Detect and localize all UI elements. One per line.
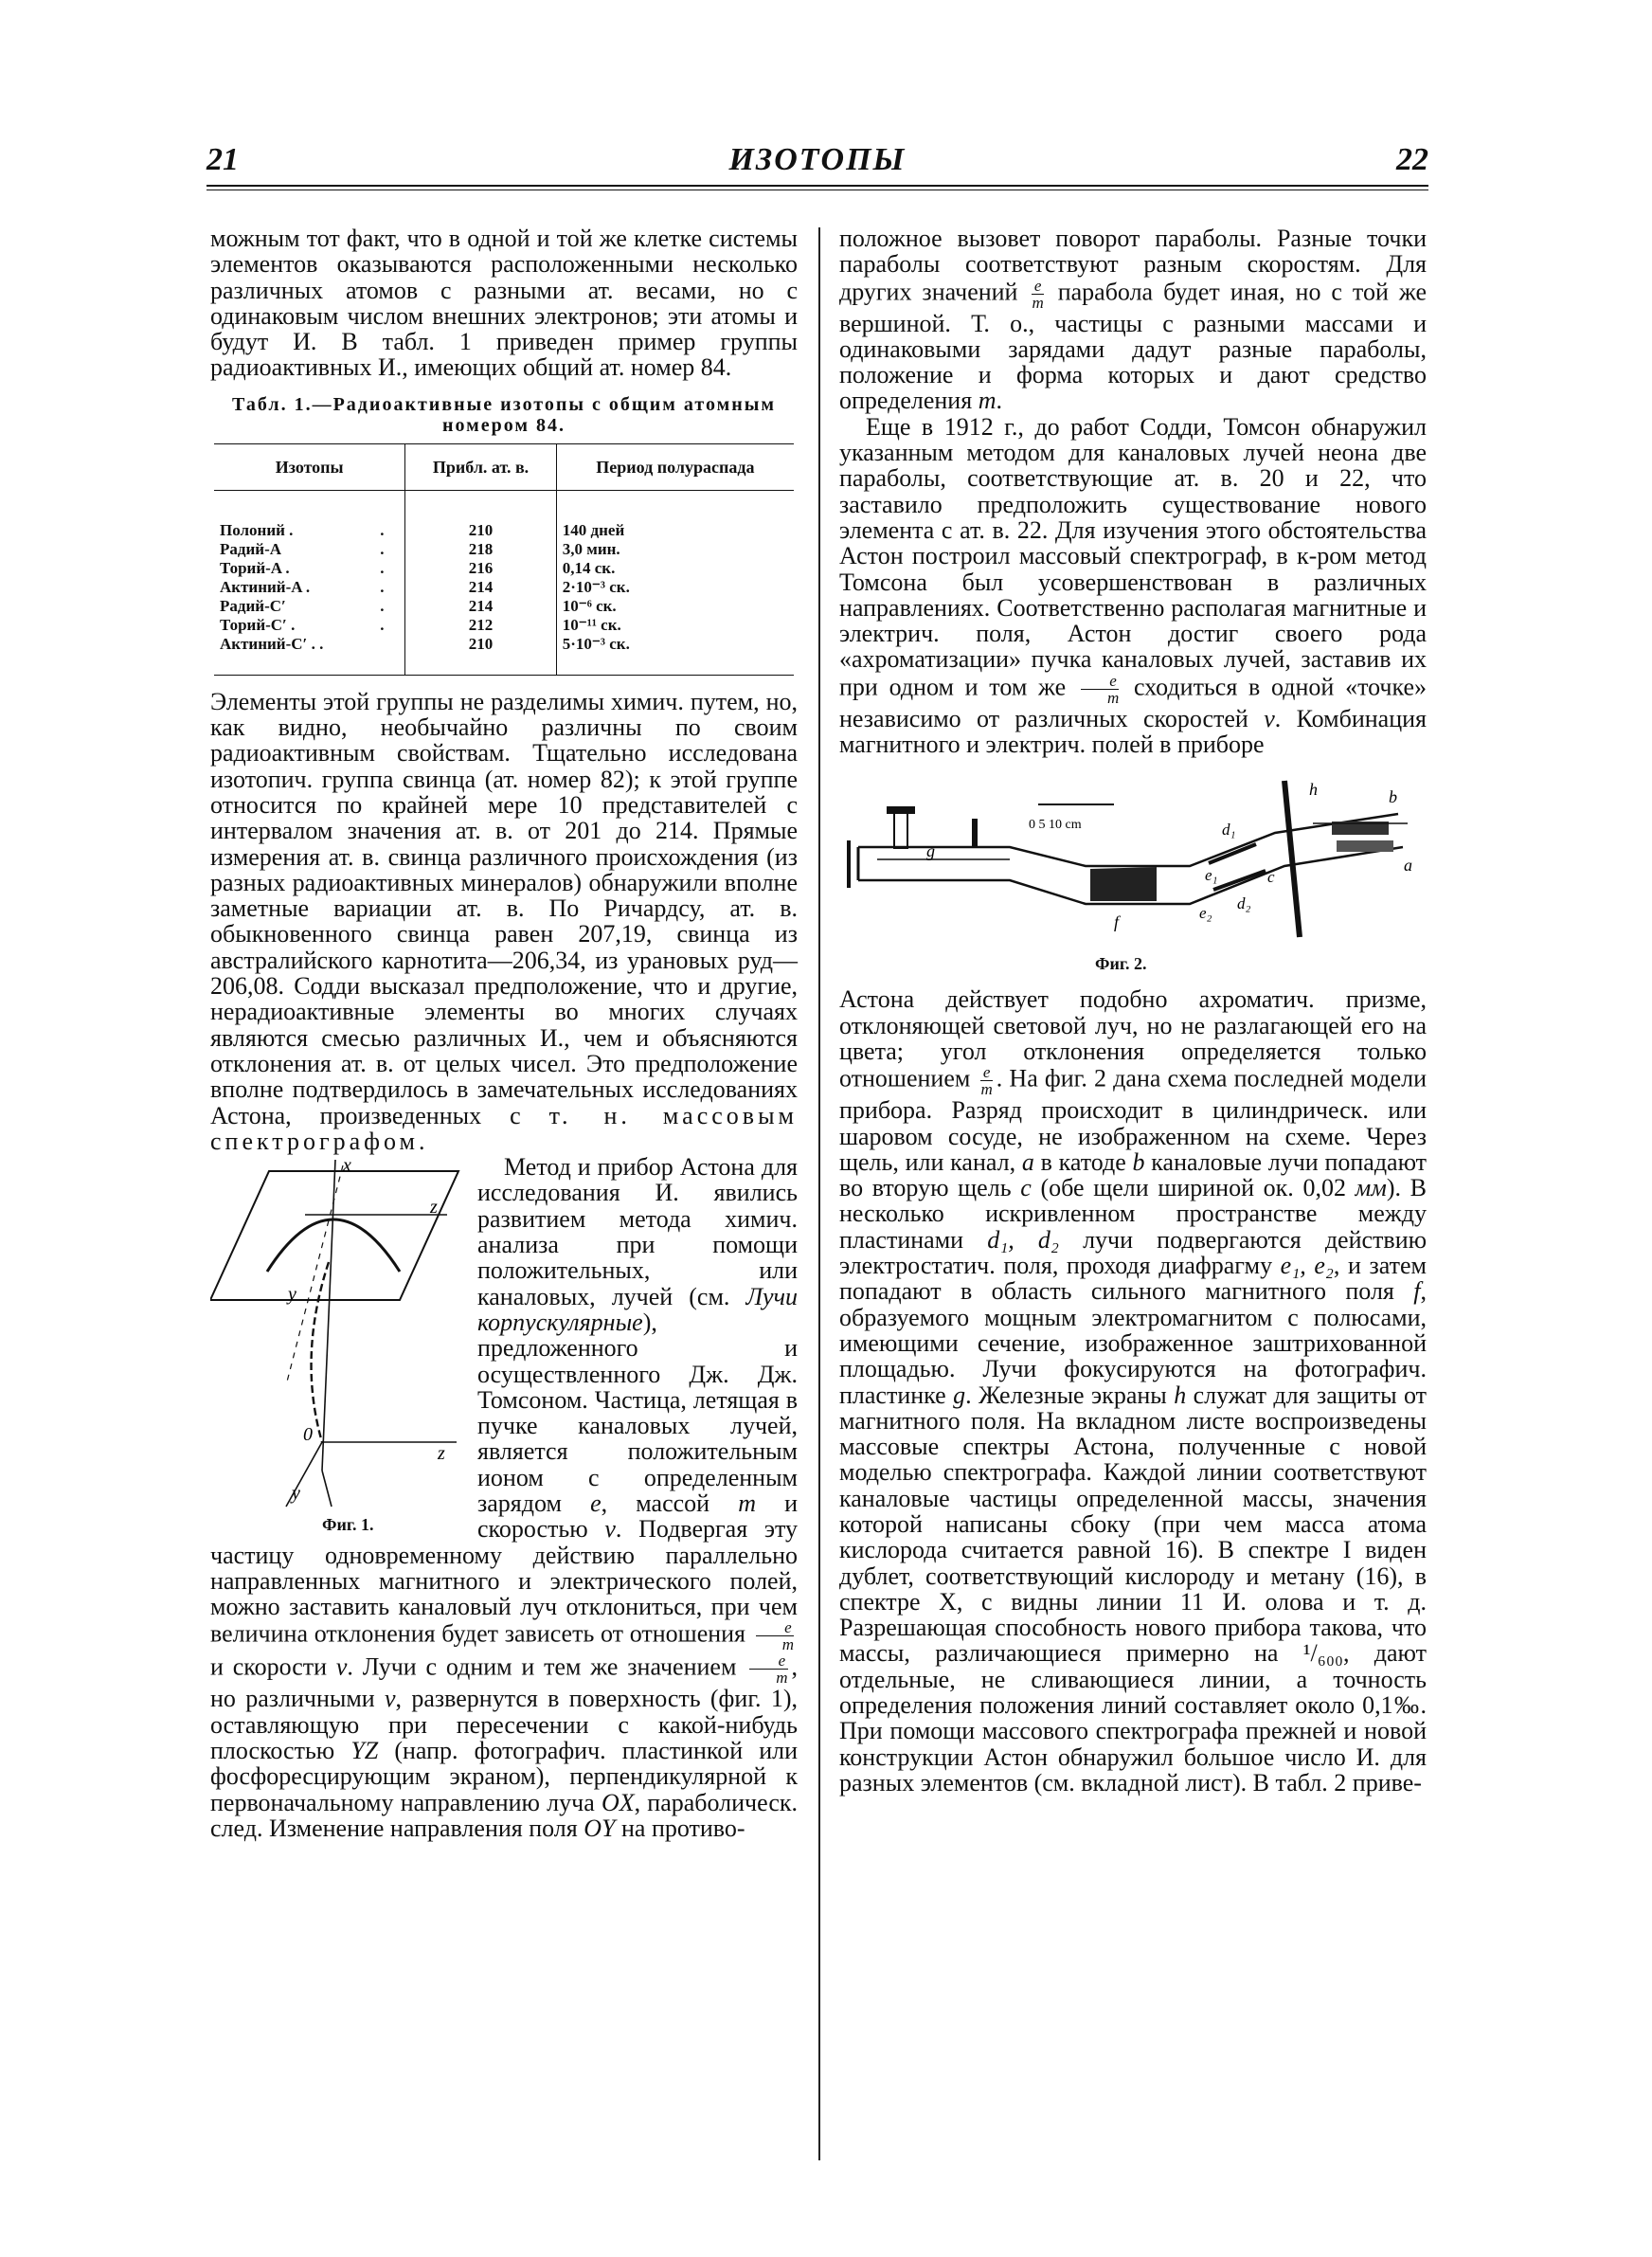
table-cell: Торий-A .	[220, 558, 290, 577]
table-cell: .	[380, 615, 385, 634]
paragraph: можным тот факт, что в одной и той же клетке системы элементов оказываются расположенными несколько различных атомов с разными ат. весами, но с одинаковым числом внешних электронов; эти атомы и будут И. В табл. 1 приведен пример группы радиоактивных И., имеющих общий ат. номер 84.	[210, 225, 798, 382]
fig1-label-y-bottom: y	[292, 1483, 300, 1505]
page-number-left: 21	[206, 142, 239, 177]
fraction-e-over-m: $\frac{e}{m}$	[756, 1619, 794, 1652]
table-cell	[374, 635, 405, 676]
text-run: , и затем попадают в область сильного магнитного поля	[839, 1252, 1427, 1306]
table-cell: 212	[405, 616, 556, 635]
table-row	[214, 540, 794, 559]
fig1-label-x: x	[343, 1158, 351, 1177]
table-cell: 214	[405, 597, 556, 616]
fraction-e-over-m: $\frac{e}{m}$	[749, 1652, 787, 1686]
table-cell: .	[380, 539, 385, 558]
left-column	[210, 226, 798, 1841]
text-run: . На фиг. 2 дана схема последней модели прибора. Разряд происходит в цилиндрическ. или шаровом сосуде, не изображенном на схеме. Через щель, или канал,	[839, 1064, 1427, 1176]
fig1-label-z-bottom: z	[438, 1443, 445, 1465]
fig2-label-g: g	[926, 841, 935, 861]
fig2-label-e2: e₂	[1199, 904, 1212, 923]
symbol: OX	[601, 1788, 635, 1816]
paragraph	[839, 986, 1427, 1796]
table-cell: 5·10⁻³ ск.	[556, 635, 794, 676]
header-rule	[206, 185, 1428, 187]
symbol: f	[1413, 1277, 1421, 1306]
text-run: Астона действует подобно ахроматич. призме, отклоняющей световой луч, но не разлагающей его на цвета; угол отклонения определяется только отношением	[839, 985, 1427, 1092]
text-run: (обе щели шириной ок. 0,02	[1040, 1174, 1346, 1202]
text-run: ). В несколько искривленном пространстве между пластинами	[839, 1174, 1428, 1254]
isotope-table	[214, 443, 794, 676]
text-run: парабола будет иная, но с той же вершиной. Т. о., частицы с разными массами и одинаковыми зарядами дадут разные параболы, положение и форма которых и дают средство определения	[839, 278, 1427, 415]
table-caption: Табл. 1.—Радиоактивные изотопы с общим атомным номером 84.	[232, 393, 776, 436]
table-cell: 3,0 мин.	[556, 540, 794, 559]
text-run: , образуемого мощным электромагнитом с полюсами, имеющими сечение, изображенное заштрихованной площадью. Лучи фокусируются на фотографич. пластинке	[839, 1277, 1427, 1409]
table-cell: 214	[405, 578, 556, 597]
text-run: на противо-	[621, 1814, 745, 1842]
table-cell: Торий-C′ .	[220, 615, 296, 634]
table-cell: Актиний-A .	[220, 577, 311, 596]
text-run: , массой	[601, 1489, 710, 1517]
table-cell: .	[380, 558, 385, 577]
table-row	[214, 616, 794, 635]
text-run: сходиться в одной «точке» независимо от различных скоростей	[839, 673, 1428, 732]
unit: мм	[1355, 1174, 1387, 1202]
page-title: ИЗОТОПЫ	[728, 142, 907, 177]
table-row	[214, 635, 794, 676]
fraction-e-over-m: $\frac{e}{m}$	[1032, 276, 1044, 312]
fig2-label-a: a	[1404, 856, 1412, 876]
table-row	[214, 490, 794, 540]
symbol: m	[738, 1489, 756, 1517]
text-run: Элементы этой группы не разделимы химич. путем, но, как видно, необычайно различны по своим радиоактивным свойствам. Тщательно исследована изотопич. группа свинца (ат. номер 82); к этой группе относится по крайней мере 10 представителей с интервалом значения ат. в. от 201 до 214. Прямые измерения ат. в. свинца различного происхождения (из разных радиоактивных минералов) обнаружили вполне заметные вариации ат. в. По Ричардсу, ат. в. обыкновенного свинца равен 207,19, свинца из австралийского карнотита—206,34, из урановых руд—206,08. Содди высказал предположение, что и другие, нерадиоактивные элементы во многих случаях являются смесью различных И., чем и объясняются отклонения ат. в. от целых чисел. Это предположение вполне подтвердилось в замечательных исследованиях Астона, произведенных с	[210, 687, 798, 1129]
text-run: каналовые лучи попадают во вторую щель	[839, 1147, 1428, 1202]
figure-caption: Фиг. 2.	[1095, 954, 1147, 974]
symbol: e₁, e₂	[1280, 1252, 1334, 1280]
text-run: ), предложенного и осуществленного Дж. Дж. Томсоном. Частица, летящая в пучке каналовых лучей, является положительным ионом с определенным зарядом	[477, 1308, 798, 1517]
symbol: a	[1021, 1147, 1034, 1176]
fig2-label-f: f	[1114, 912, 1120, 932]
table-cell: 218	[405, 540, 556, 559]
symbol: v	[1264, 704, 1275, 732]
text-run: . Подвергая эту частицу одновременному действию параллельно направленных магнитного и электрического полей, можно заставить каналовый луч отклониться, при чем величина отклонения будет зависеть от отношения	[210, 1515, 799, 1648]
symbol: m	[978, 387, 997, 415]
symbol: v	[385, 1685, 396, 1713]
fig2-scale: 0 5 10 cm	[1029, 818, 1082, 833]
fig2-label-d1: d₁	[1222, 821, 1236, 840]
table-header: Период полураспада	[556, 443, 794, 490]
table-cell: 0,14 ск.	[556, 559, 794, 578]
text-run: служат для защиты от магнитного поля. На вкладном листе воспроизведены массовые спектры Астона, полученные с новой моделью спектрографа. Каждой линии соответствуют каналовые частицы определенной массы, значения которой написаны сбоку (при чем масса атома кислорода считается равной 16). В спектре I виден дублет, соответствующий кислороду и метану (16), в спектре X, с видны линии 11 И. олова и т. д. Разрешающая способность нового прибора такова, что массы, различающиеся примерно на ¹/₆₀₀, дают отдельные, не сливающиеся линии, а точность определения положения линий составляет около 0,1‰. При помощи массового спектрографа прежней и новой конструкции Астон обнаружил большое число И. для разных элементов (см. вкладной лист). В табл. 2 приве-	[839, 1381, 1428, 1797]
fig2-label-b: b	[1389, 787, 1397, 807]
table-cell: .	[380, 520, 385, 539]
paragraph	[210, 689, 798, 1154]
symbol: YZ	[350, 1737, 379, 1765]
text-run: . Железные экраны	[965, 1381, 1167, 1409]
fig2-label-h: h	[1309, 780, 1318, 800]
paragraph	[210, 1154, 798, 1841]
column-divider	[818, 227, 820, 2160]
fig2-label-c: c	[1267, 868, 1275, 887]
fig1-label-origin: 0	[303, 1424, 313, 1446]
figure-2	[839, 776, 1427, 975]
fig1-label-z: z	[430, 1197, 438, 1219]
text-run: , развернутся в поверхность (фиг. 1), оставляющую при пересечении с какой-нибудь плоскостью	[210, 1685, 798, 1765]
table-cell: 10⁻¹¹ ск.	[556, 616, 794, 635]
fig2-label-d2: d₂	[1237, 894, 1251, 913]
table-cell: 2·10⁻³ ск.	[556, 578, 794, 597]
table-cell: Актиний-C′ . .	[220, 634, 324, 653]
figure-1	[210, 1158, 466, 1539]
figure-1-diagram	[210, 1158, 466, 1508]
symbol: b	[1132, 1147, 1145, 1176]
text-run: Метод и прибор Астона для исследования И. явились развитием метода химич. анализа при помощи положительных, или каналовых, лучей (см.	[477, 1153, 798, 1310]
text-run: , параболическ. след. Изменение направления поля	[210, 1788, 798, 1842]
symbol: c	[1020, 1174, 1032, 1202]
fig1-label-y: y	[288, 1284, 296, 1306]
fraction-e-over-m: $\frac{e}{m}$	[1081, 673, 1119, 706]
text-run: положное вызовет поворот параболы. Разные точки параболы соответствуют разным скоростям. Для других значений	[839, 225, 1427, 306]
table-cell: Радий-A	[220, 539, 282, 558]
table-cell: 210	[405, 635, 556, 676]
running-header	[206, 142, 1428, 182]
table-cell: .	[380, 596, 385, 615]
text-run: , но различными	[210, 1652, 798, 1713]
table-row	[214, 578, 794, 597]
table-cell: 10⁻⁶ ск.	[556, 597, 794, 616]
table-cell: 216	[405, 559, 556, 578]
table-cell: 210	[405, 490, 556, 540]
paragraph	[839, 414, 1427, 758]
table-row	[214, 559, 794, 578]
text-run: Еще в 1912 г., до работ Содди, Томсон обнаружил указанным методом для каналовых лучей неона две параболы, соответствующие ат. в. 20 и 22, что заставило предположить существование нового элемента с ат. в. 22. Для изучения этого обстоятельства Астон построил массовый спектрограф, в к-ром метод Томсона был усовершенствован в различных направлениях. Соответственно располагая магнитные и электрич. поля, Астон достиг своего рода «ахроматизации» пучка каналовых лучей, заставив их при одном и том же	[839, 412, 1427, 701]
fig2-label-e1: e₁	[1205, 866, 1218, 885]
symbol: v	[335, 1652, 348, 1681]
table-header: Прибл. ат. в.	[405, 443, 556, 490]
symbol: h	[1174, 1381, 1187, 1409]
table-header: Изотопы	[214, 443, 405, 490]
table-row	[214, 597, 794, 616]
cross-reference: Лучи корпускулярные	[477, 1282, 798, 1336]
paragraph: положное вызовет поворот параболы. Разные точки параболы соответствуют разным скоростям. Для других значений $\frac{e}{m}$ парабола будет иная, но с той же вершиной. Т. о., частицы с разными массами и одинаковыми зарядами дадут разные параболы, положение и форма которых и дают средство определения m.	[839, 225, 1427, 415]
page-number-right: 22	[1396, 142, 1428, 177]
text-run: в катоде	[1040, 1147, 1126, 1176]
symbol: g	[953, 1381, 966, 1409]
symbol: v	[604, 1515, 616, 1544]
symbol: d₁, d₂	[987, 1225, 1059, 1254]
figure-2-diagram	[839, 776, 1427, 947]
right-column	[839, 226, 1427, 1796]
figure-caption: Фиг. 1.	[322, 1515, 374, 1535]
text-run: и скоростью	[477, 1489, 799, 1544]
table-cell: Полоний .	[220, 520, 294, 539]
symbol: OY	[584, 1814, 616, 1842]
spaced-term: т. н. массовым спектрографом.	[210, 1101, 799, 1155]
text-run: и скорости	[210, 1652, 328, 1681]
table-cell: .	[380, 577, 385, 596]
table-cell: Радий-C′	[220, 596, 286, 615]
table-cell: 140 дней	[556, 490, 794, 540]
text-run: (напр. фотографич. пластинкой или фосфоресцирующим экраном), перпендикулярной к первоначальному направлению луча	[210, 1737, 799, 1816]
text-run: . Лучи с одним и тем же значением	[347, 1652, 737, 1681]
text-run: . Комбинация магнитного и электрич. полей в приборе	[839, 704, 1428, 759]
text-run: лучи подвергаются действию электростатич. поля, проходя диафрагму	[839, 1225, 1428, 1280]
fraction-e-over-m: $\frac{e}{m}$	[980, 1063, 993, 1099]
symbol: e	[590, 1489, 602, 1517]
